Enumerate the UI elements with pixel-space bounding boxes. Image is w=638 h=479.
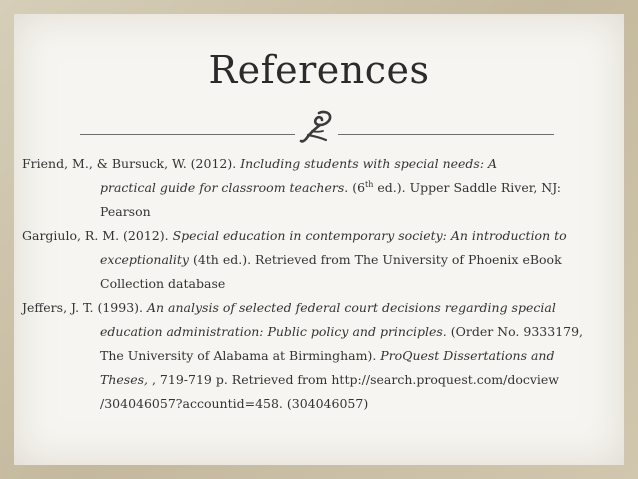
title-rule-right (338, 134, 554, 135)
reference-1-line-1-text: Friend, M., & Bursuck, W. (2012). (22, 156, 241, 171)
reference-1-title: Including students with special needs: A (240, 156, 498, 171)
reference-3-order-number: (Order No. 9333179, (446, 324, 584, 339)
reference-1-publisher-place: ed.). Upper Saddle River, NJ: (373, 180, 561, 195)
reference-1-title-cont: practical guide for classroom teachers (100, 180, 345, 195)
reference-3-database-cont: Theses, (100, 372, 152, 387)
reference-3-retrieval: , 719-719 p. Retrieved from http://search.proquest.com/docview (151, 372, 560, 387)
reference-3-line-4 (22, 368, 612, 392)
reference-3-title: An analysis of selected federal court decisions regarding special (146, 300, 556, 315)
reference-1-line-3 (22, 200, 612, 224)
reference-1-edition-sup: th (365, 179, 374, 189)
reference-2-line-1 (22, 224, 612, 248)
reference-2-title: Special education in contemporary society: An introduction to (172, 228, 567, 243)
reference-3-database: ProQuest Dissertations and (380, 348, 555, 363)
reference-2-title-cont: exceptionality (100, 252, 189, 267)
reference-1-publisher: Pearson (100, 204, 151, 219)
references-list (22, 152, 612, 416)
reference-3-title-cont: education administration: Public policy and principles. (100, 324, 447, 339)
reference-1-line-1 (22, 152, 612, 176)
reference-2-line-3 (22, 272, 612, 296)
quill-ornament-icon (299, 110, 335, 144)
reference-2-database: Collection database (100, 276, 226, 291)
reference-3-url-cont: /304046057?accountid=458. (304046057) (100, 396, 369, 411)
reference-3-line-3 (22, 344, 612, 368)
reference-1-line-2 (22, 176, 612, 200)
reference-2-line-2 (22, 248, 612, 272)
reference-2-source: (4th ed.). Retrieved from The University of Phoenix eBook (188, 252, 562, 267)
slide-title: References (208, 48, 430, 92)
reference-3-authors: Jeffers, J. T. (1993). (22, 300, 147, 315)
reference-3-line-2 (22, 320, 612, 344)
reference-2-authors: Gargiulo, R. M. (2012). (22, 228, 173, 243)
reference-3-institution: The University of Alabama at Birmingham). (100, 348, 381, 363)
reference-3-line-5 (22, 392, 612, 416)
title-rule-left (80, 134, 295, 135)
reference-3-line-1 (22, 296, 612, 320)
reference-1-edition-prefix: . (6 (344, 180, 366, 195)
